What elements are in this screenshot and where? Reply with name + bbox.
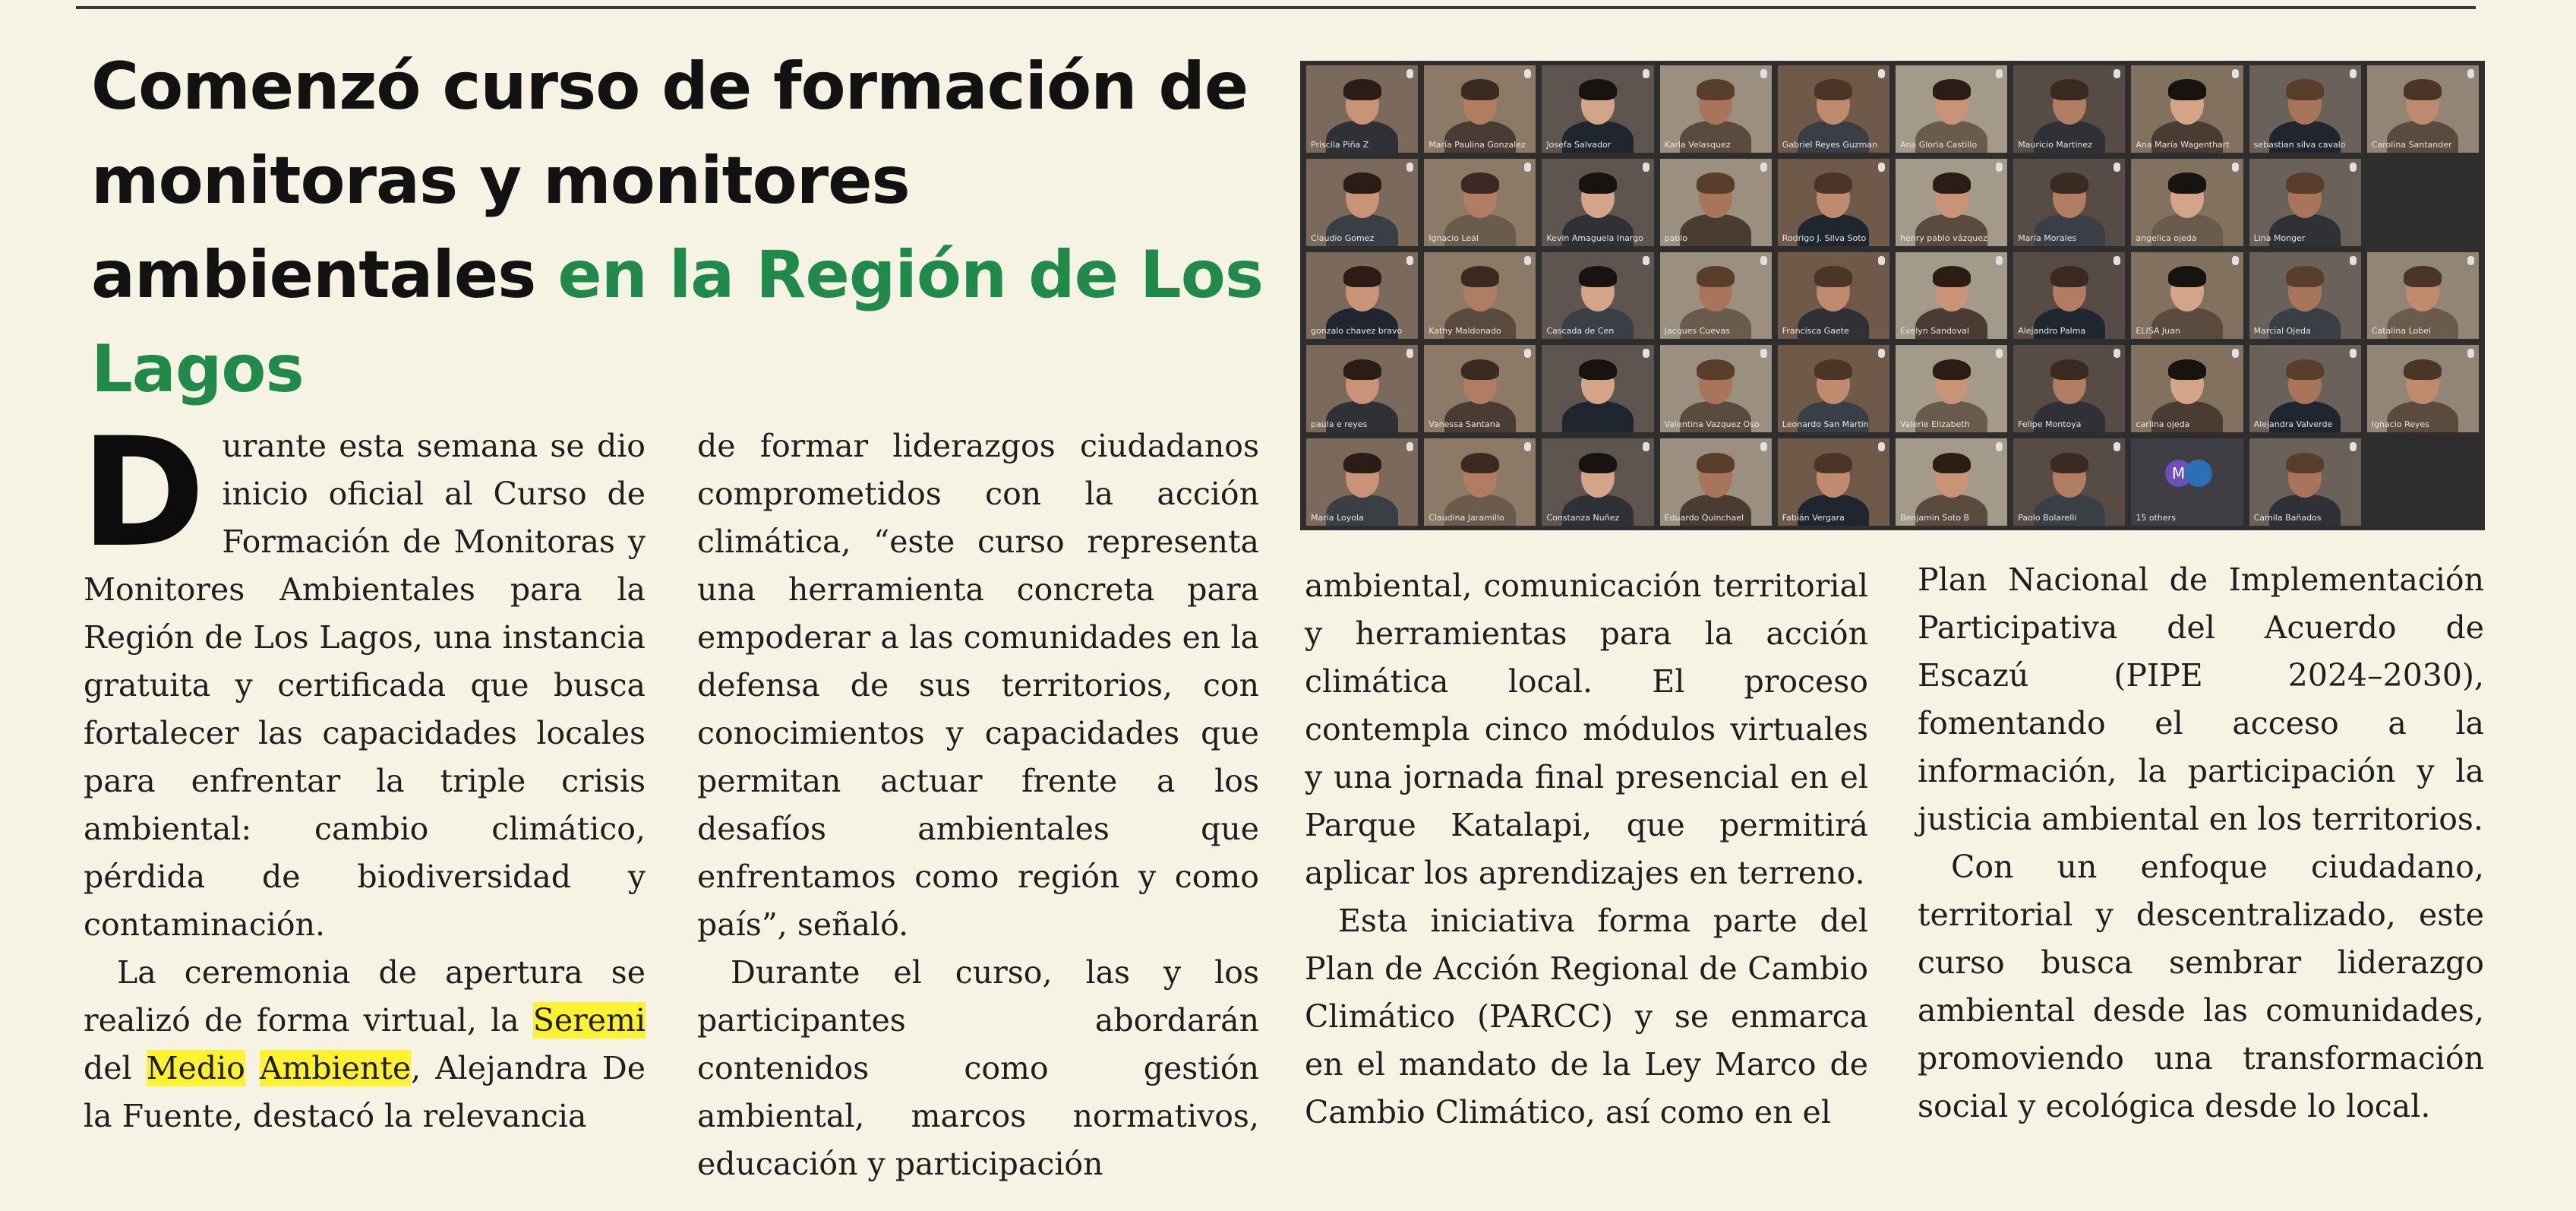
participant-hair [2286,359,2324,381]
participant-tile [2249,345,2361,432]
participant-name: Constanza Nuñez [1546,513,1620,523]
empty-tile [2367,438,2479,526]
participant-name: Mauricio Martinez [2018,139,2092,150]
participant-name: Priscila Piña Z [1311,139,1369,150]
top-rule [76,6,2476,9]
participant-hair [1697,266,1735,287]
participant-hair [1579,172,1617,194]
participant-name: Maria Loyola [1311,513,1364,523]
participant-tile [1660,252,1772,340]
mic-muted-icon [1643,163,1649,172]
participant-tile [1660,438,1772,526]
participant-name: Rodrigo J. Silva Soto [1782,232,1867,243]
participant-tile [1778,159,1889,246]
highlight-seremi: Seremi [532,1002,646,1039]
participant-name: Josefa Salvador [1546,139,1612,150]
participant-tile [2131,65,2243,153]
participant-name: Karla Velasquez [1664,139,1731,150]
participant-hair [1461,266,1499,287]
mic-muted-icon [1524,69,1531,78]
ceremony-text-a: La ceremonia de apertura se realizó de forma virtual, la [84,954,646,1039]
participant-tile [1778,438,1889,526]
mic-muted-icon [1643,442,1649,451]
participant-hair [1461,79,1499,100]
participant-name: Evelyn Sandoval [1899,326,1969,337]
participant-tile [2013,438,2125,526]
mic-muted-icon [1643,69,1649,78]
participant-grid [1306,65,2479,526]
participant-hair [1933,79,1971,100]
participant-hair [1697,453,1735,474]
mic-muted-icon [1878,163,1885,172]
participant-tile [1896,345,2007,432]
participant-tile [2013,345,2125,432]
participant-name: Carolina Santander [2371,139,2452,150]
participant-tile [2013,159,2125,246]
mic-muted-icon [1406,163,1413,172]
participant-hair [1343,359,1381,381]
participant-hair [2286,453,2324,474]
participant-hair [1933,172,1971,194]
mic-muted-icon [2232,256,2239,265]
mic-muted-icon [1524,163,1531,172]
participant-name: Benjamin Soto B [1899,513,1970,523]
participant-name: Francisca Gaete [1782,326,1849,337]
mic-muted-icon [1406,349,1413,358]
participant-name: María Paulina Gonzalez [1428,139,1526,150]
participant-tile [1542,345,1653,432]
participant-name: Claudina Jaramillo [1428,513,1504,523]
participant-tile [1424,438,1536,526]
participant-tile [1778,65,1889,153]
mic-muted-icon [1760,442,1767,451]
participant-tile [2367,65,2479,153]
participant-tile [1896,159,2007,246]
mic-muted-icon [1524,442,1531,451]
participant-name: Valerie Elizabeth [1899,419,1970,430]
participant-name: Cascada de Cen [1546,326,1615,337]
paragraph-ceremony [84,949,646,1140]
participant-name: gonzalo chavez bravo [1311,326,1403,337]
participant-tile [1896,252,2007,340]
participant-tile [1660,345,1772,432]
participant-tile [2249,438,2361,526]
headline-black: Comenzó curso de formación de monitoras y monitores ambientales [91,49,1249,313]
participant-hair [1461,453,1499,474]
mic-muted-icon [2350,256,2357,265]
participant-name: Ignacio Leal [1428,232,1479,243]
participant-hair [1814,79,1852,100]
mic-muted-icon [1760,349,1767,358]
mic-muted-icon [2350,349,2357,358]
participant-name: Felipe Montoya [2018,419,2082,430]
participant-tile [1306,159,1418,246]
others-avatar-2 [2185,460,2212,487]
mic-muted-icon [2114,69,2120,78]
participant-tile [1306,252,1418,340]
mic-muted-icon [2114,163,2120,172]
participant-hair [1461,359,1499,381]
participant-tile [2013,252,2125,340]
mic-muted-icon [1878,442,1885,451]
participant-name: Fabián Vergara [1782,513,1845,523]
mic-muted-icon [2350,163,2357,172]
highlight-ambiente: Ambiente [259,1050,412,1086]
participant-hair [1697,172,1735,194]
participant-name: sebastian silva cavalo [2253,139,2346,150]
headline-green: en la Región de Los Lagos [91,237,1264,407]
participant-hair [2404,79,2442,100]
mic-muted-icon [1760,256,1767,265]
participant-tile [2131,252,2243,340]
mic-muted-icon [1643,349,1649,358]
participant-hair [1579,266,1617,287]
participant-name: Ana Gloria Castillo [1899,139,1978,150]
highlight-medio: Medio [146,1050,245,1086]
participant-tile [2249,159,2361,246]
participant-tile [1306,438,1418,526]
participant-name: Paolo Bolarelli [2018,513,2077,523]
participant-hair [1814,453,1852,474]
participant-tile [2131,345,2243,432]
participant-name: henry pablo vázquez [1899,232,1987,243]
participant-hair [2050,453,2088,474]
participant-body [1562,401,1634,432]
paragraph-plan: Esta iniciativa forma parte del Plan de Acción Regional de Cambio Climático (PARCC) y se enmarca en el mandato de la Ley Marco de Cambio Climático, así como en el [1305,903,1868,1130]
participant-tile [1896,438,2007,526]
participant-tile [1542,438,1653,526]
mic-muted-icon [1878,256,1885,265]
mic-muted-icon [2232,69,2239,78]
participant-hair [2050,359,2088,381]
participant-name: Vanessa Santana [1428,419,1501,430]
participant-name: Eduardo Quinchael [1664,513,1744,523]
participant-hair [2286,79,2324,100]
participant-hair [1579,359,1617,381]
participant-hair [2168,172,2206,194]
participant-name: María Morales [2018,232,2077,243]
paragraph-process: ambiental, comunicación territorial y herramientas para la acción climática local. El proceso contempla cinco módulos virtuales y una jornada final presencial en el Parque Katalapi, que permitirá aplicar los aprendizajes en terreno. [1305,568,1868,891]
participant-name: Claudio Gomez [1311,232,1375,243]
mic-muted-icon [2350,442,2357,451]
paragraph-escazu: Plan Nacional de Implementación Participativa del Acuerdo de Escazú (PIPE 2024–2030), fomentando el acceso a la información, la participación y la justicia ambiental en los territorios. [1918,561,2484,837]
participant-name: Leonardo San Martin [1782,419,1869,430]
others-tile [2131,438,2243,526]
mic-muted-icon [1406,69,1413,78]
others-label: 15 others [2136,513,2176,523]
participant-name: Camila Bañados [2253,513,2322,523]
participant-hair [1697,359,1735,381]
mic-muted-icon [1406,442,1413,451]
mic-muted-icon [1524,256,1531,265]
mic-muted-icon [1760,69,1767,78]
participant-tile [1424,345,1536,432]
column-1 [80,405,646,1140]
mic-muted-icon [2350,69,2357,78]
drop-cap: D [80,405,206,580]
ceremony-text-d: , Alejandra De la Fuente, destacó la relevancia [84,1050,646,1134]
paragraph-closing: Con un enfoque ciudadano, territorial y descentralizado, este curso busca sembrar liderazgo ambiental desde las comunidades, promoviendo una transformación social y ecológica desde lo local. [1918,849,2484,1124]
participant-hair [1697,79,1735,100]
mic-muted-icon [2467,69,2474,78]
intro-text: urante esta semana se dio inicio oficial al Curso de Formación de Monitoras y Monitores Ambientales para la Región de Los Lagos, una instancia gratuita y certificada que busca fortalecer las capacidades locales para enfrentar la triple crisis ambiental: cambio climático, pérdida de biodiversidad y contaminación. [84,428,646,943]
participant-hair [2168,266,2206,287]
participant-hair [1343,266,1381,287]
participant-name: Kevin Amaguela Inargo [1546,232,1643,243]
participant-hair [1814,172,1852,194]
column-2 [697,422,1259,1188]
participant-tile [2249,252,2361,340]
participant-hair [2404,266,2442,287]
paragraph-quote: de formar liderazgos ciudadanos comprometidos con la acción climática, “este curso representa una herramienta concreta para empoderar a las comunidades en la defensa de sus territorios, con conocimientos y capacidades que permitan actuar frente a los desafíos ambientales que enfrentamos como región y como país”, señaló. [697,428,1259,943]
mic-muted-icon [2232,163,2239,172]
mic-muted-icon [1996,256,2003,265]
participant-hair [2168,359,2206,381]
participant-tile [1424,252,1536,340]
participant-name: carlina ojeda [2136,419,2190,430]
participant-name: pablo [1664,232,1688,243]
participant-hair [1579,453,1617,474]
participant-name: paula e reyes [1311,419,1368,430]
participant-tile [2249,65,2361,153]
participant-hair [1933,266,1971,287]
mic-muted-icon [1878,69,1885,78]
mic-muted-icon [1878,349,1885,358]
participant-tile [2013,65,2125,153]
mic-muted-icon [1643,256,1649,265]
participant-name: Marcial Ojeda [2253,326,2311,337]
mic-muted-icon [2467,349,2474,358]
participant-name: Ana María Wagenthart [2136,139,2230,150]
participant-tile [1896,65,2007,153]
participant-hair [2168,79,2206,100]
participant-name: Lina Monger [2253,232,2306,243]
participant-hair [1461,172,1499,194]
others-avatar: M [2165,460,2192,487]
video-call-photo [1300,61,2485,530]
participant-hair [1343,453,1381,474]
participant-name: Kathy Maldonado [1428,326,1501,337]
participant-tile [1306,65,1418,153]
column-4 [1918,556,2484,1130]
participant-name: Ignacio Reyes [2371,419,2429,430]
mic-muted-icon [1406,256,1413,265]
mic-muted-icon [2114,349,2120,358]
participant-name: Valentina Vazquez Oso [1664,419,1760,430]
mic-muted-icon [2467,256,2474,265]
paragraph-intro [80,405,646,949]
participant-hair [1579,79,1617,100]
participant-hair [2286,266,2324,287]
participant-hair [2050,79,2088,100]
participant-hair [2404,359,2442,381]
participant-hair [1343,79,1381,100]
empty-tile [2367,159,2479,246]
mic-muted-icon [2232,349,2239,358]
participant-hair [2286,172,2324,194]
mic-muted-icon [1996,349,2003,358]
paragraph-course: Durante el curso, las y los participantes abordarán contenidos como gestión ambiental, marcos normativos, educación y participación [697,954,1259,1182]
participant-tile [1542,65,1653,153]
ceremony-text-b: del [84,1050,147,1086]
mic-muted-icon [1996,69,2003,78]
participant-name: Alejandra Valverde [2253,419,2333,430]
participant-name: angelica ojeda [2136,232,2197,243]
participant-hair [1933,359,1971,381]
mic-muted-icon [2114,442,2120,451]
participant-hair [1343,172,1381,194]
participant-hair [1814,359,1852,381]
participant-hair [1933,453,1971,474]
participant-tile [1424,159,1536,246]
participant-name: Gabriel Reyes Guzman [1782,139,1878,150]
mic-muted-icon [1524,349,1531,358]
mic-muted-icon [2114,256,2120,265]
participant-tile [2131,159,2243,246]
participant-name: ELISA Juan [2136,326,2180,337]
column-3 [1305,562,1868,1137]
mic-muted-icon [1996,163,2003,172]
participant-tile [1660,159,1772,246]
participant-name: Catalina Lobel [2371,326,2432,337]
participant-tile [2367,345,2479,432]
article-headline [91,40,1276,416]
participant-tile [1778,252,1889,340]
participant-tile [1424,65,1536,153]
ceremony-text-c [245,1050,260,1086]
mic-muted-icon [1996,442,2003,451]
participant-name: Alejandro Palma [2018,326,2086,337]
participant-hair [1814,266,1852,287]
participant-hair [2050,266,2088,287]
participant-hair [2050,172,2088,194]
participant-tile [1542,252,1653,340]
participant-tile [1542,159,1653,246]
mic-muted-icon [1760,163,1767,172]
participant-name: Jacques Cuevas [1664,326,1730,337]
participant-tile [2367,252,2479,340]
participant-tile [1306,345,1418,432]
participant-tile [1778,345,1889,432]
participant-tile [1660,65,1772,153]
